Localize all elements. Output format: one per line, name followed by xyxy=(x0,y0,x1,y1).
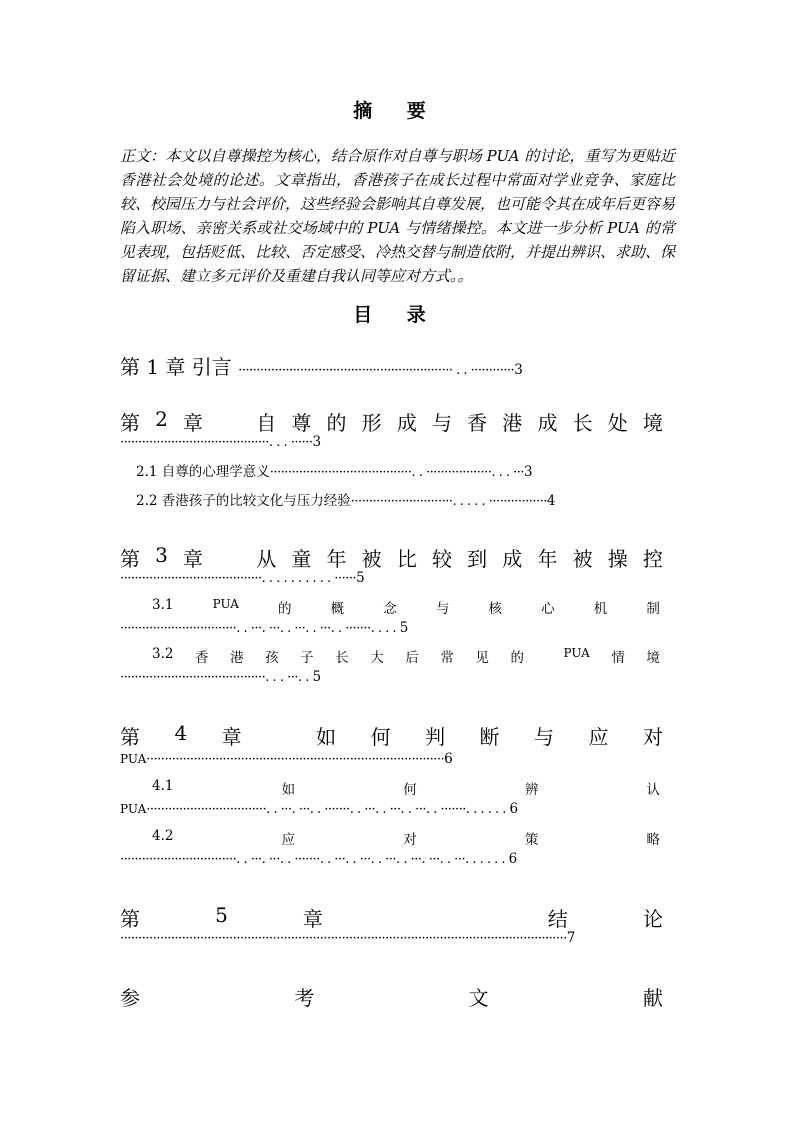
toc-entry-ch5-title[interactable]: 第 5 章 结 论 xyxy=(120,903,663,931)
toc-page: 7 xyxy=(566,930,576,946)
toc-page: 3 xyxy=(312,434,322,450)
toc-entry-4-2-leader xyxy=(120,848,517,867)
toc-leader: ································. . ···. ···. . ·······. . ···. . ···. . ···. . ···. ···. . ···. . . . . . xyxy=(120,852,509,867)
toc-page: 6 xyxy=(444,751,453,767)
toc-entry-4-2-title[interactable]: 4.2 应 对 策 略 xyxy=(152,828,660,848)
toc-entry-ch3-title[interactable]: 第 3 章 从 童 年 被 比 较 到 成 年 被 操 控 xyxy=(120,543,663,571)
toc-page: 6 xyxy=(508,851,518,867)
toc-leader: ·········································. . . ······ xyxy=(120,435,313,450)
toc-leader: ·······································. . ··················. . . ··· xyxy=(269,465,525,480)
toc-entry-2-1[interactable]: 2.1 自尊的心理学意义·······································. . ··················. . . ···3 xyxy=(136,464,533,480)
toc-leader: ··························································································································· xyxy=(120,931,567,946)
toc-leader: ·················································································· xyxy=(146,752,445,767)
toc-page: 6 xyxy=(509,801,519,817)
toc-leader: ·······································. . . . . . . . . . ······ xyxy=(120,571,357,586)
toc-leader: ········································. . . ···. . xyxy=(120,670,313,685)
toc-entry-3-2-title[interactable]: 3.2 香 港 孩 子 长 大 后 常 见 的 PUA 情 境 xyxy=(152,646,660,666)
toc-leader: ····························. . . . . ················ xyxy=(350,494,547,509)
toc-entry-ch3-leader xyxy=(120,567,365,586)
abstract-text: 正文：本文以自尊操控为核心，结合原作对自尊与职场 PUA 的讨论，重写为更贴近香港社会处境的论述。文章指出，香港孩子在成长过程中常面对学业竞争、家庭比较、校园压力与社会评价，这些经验会影响其自尊发展，也可能令其在成年后更容易陷入职场、亲密关系或社交场域中的 PUA 与情绪操控。本文进一步分析 PUA 的常见表现，包括贬低、比较、否定感受、冷热交替与制造依附，并提出辨识、求助、保留证据、建立多元评价及重建自我认同等应对方式。。 xyxy=(120,147,676,285)
toc-entry-references[interactable]: 参 考 文 献 xyxy=(120,986,663,1010)
toc-title: 第 1 章 引言 xyxy=(120,355,232,379)
toc-entry-ch4-title[interactable]: 第 4 章 如 何 判 断 与 应 对 xyxy=(120,721,663,749)
toc-entry-ch2-leader xyxy=(120,431,321,450)
toc-page: 5 xyxy=(312,669,322,685)
toc-entry-ch4-leader: PUA··················································································6 xyxy=(120,751,453,767)
toc-entry-4-1-leader: PUA·································. . ···. ···. . ·······. . ···. . ···. . ···. . ·······. . . . . . 6 xyxy=(120,801,519,817)
toc-page: 5 xyxy=(399,620,409,636)
toc-entry-4-1-title[interactable]: 4.1 如 何 辨 认 xyxy=(152,778,660,798)
toc-leader: ··························································· . . ············ xyxy=(238,363,515,378)
toc-entry-3-1-title[interactable]: 3.1 PUA 的 概 念 与 核 心 机 制 xyxy=(152,597,660,617)
toc-entry-ch2-title[interactable]: 第 2 章 自 尊 的 形 成 与 香 港 成 长 处 境 xyxy=(120,407,663,435)
toc-leader: ································. . ···. ···. . ···. . ···. . ·······. . . . xyxy=(120,621,400,636)
toc-page: 3 xyxy=(514,362,523,378)
toc-page: 5 xyxy=(356,570,365,586)
toc-entry-3-2-leader xyxy=(120,666,321,685)
abstract-heading: 摘 要 xyxy=(353,100,440,122)
toc-entry-2-2[interactable]: 2.2 香港孩子的比较文化与压力经验····························. . . . . ················4 xyxy=(136,493,556,509)
toc-entry-ch5-leader xyxy=(120,927,575,946)
toc-leader: ·································. . ···. ···. . ·······. . ···. . ···. . ···. . ·······. . . . . . xyxy=(146,802,510,817)
toc-heading: 目 录 xyxy=(353,304,440,326)
toc-entry-3-1-leader xyxy=(120,617,408,636)
toc-entry-ch1[interactable] xyxy=(120,351,660,380)
